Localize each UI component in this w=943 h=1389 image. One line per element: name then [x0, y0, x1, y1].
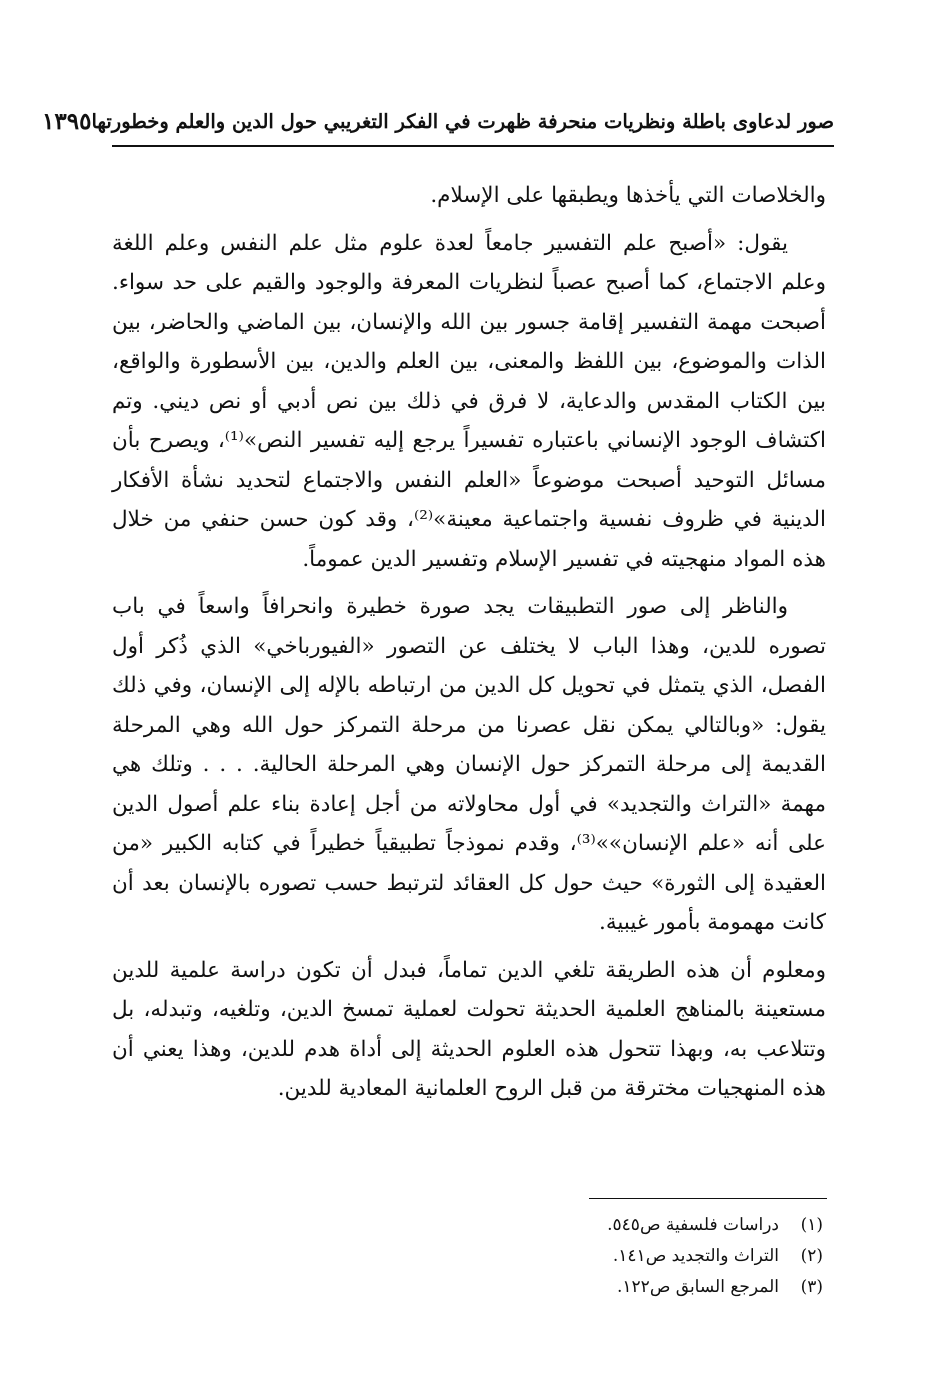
header-divider: [112, 145, 834, 147]
footnotes: [323, 1210, 823, 1303]
footnote-text: التراث والتجديد ص١٤١.: [612, 1246, 779, 1266]
footnote-item: [323, 1241, 823, 1272]
footnote-item: [323, 1210, 823, 1241]
footnote-divider: [589, 1198, 827, 1199]
body-text: [112, 176, 826, 1117]
paragraph: والخلاصات التي يأخذها ويطبقها على الإسلام.: [430, 183, 826, 208]
footnote-number: (٣): [800, 1277, 823, 1297]
footnote-text: دراسات فلسفية ص٥٤٥.: [607, 1215, 779, 1235]
footnote-number: (٢): [800, 1246, 823, 1266]
footnote-item: [323, 1272, 823, 1303]
footnote-text: المرجع السابق ص١٢٢.: [617, 1277, 779, 1297]
paragraph: ومعلوم أن هذه الطريقة تلغي الدين تماماً، فبدل أن تكون دراسة علمية للدين مستعينة بالمناهج العلمية الحديثة تحولت لعملية تمسخ الدين، وتلغيه، وتبدله، بل وتتلاعب به، وبهذا تتحول هذه العلوم الحديثة إلى أداة هدم للدين، وهذا يعني أن هذه المنهجيات مخترقة من قبل الروح العلمانية المعادية للدين.: [112, 957, 826, 1101]
footnote-number: (١): [800, 1215, 823, 1235]
page-header: [42, 108, 834, 135]
paragraph: يقول: «أصبح علم التفسير جامعاً لعدة علوم مثل علم النفس وعلم اللغة وعلم الاجتماع، كما أصبح عصباً لنظريات المعرفة والوجود والقيم على حد سواء. أصبحت مهمة التفسير إقامة جسور بين الله والإنسان، بين الماضي والحاضر، بين الذات والموضوع، بين اللفظ والمعنى، بين العلم والدين، بين الأسطورة والواقع، بين الكتاب المقدس والدعاية، لا فرق في ذلك بين نص أدبي أو نص ديني. وتم اكتشاف الوجود الإنساني باعتباره تفسيراً يرجع إليه تفسير النص»⁽¹⁾، ويصرح بأن مسائل التوحيد أصبحت موضوعاً «العلم النفس والاجتماع لتحديد نشأة الأفكار الدينية في ظروف نفسية واجتماعية معينة»⁽²⁾، وقد كون حسن حنفي من خلال هذه المواد منهجيته في تفسير الإسلام وتفسير الدين عموماً.: [112, 230, 827, 572]
page-number: ١٣٩٥: [42, 108, 92, 135]
running-title: صور لدعاوى باطلة ونظريات منحرفة ظهرت في الفكر التغريبي حول الدين والعلم وخطورتها: [91, 110, 834, 133]
paragraph: والناظر إلى صور التطبيقات يجد صورة خطيرة وانحرافاً واسعاً في باب تصوره للدين، وهذا الباب لا يختلف عن التصور «الفيورباخي» الذي ذُكر أول الفصل، الذي يتمثل في تحويل كل الدين من ارتباطه بالإله إلى الإنسان، وفي ذلك يقول: «وبالتالي يمكن نقل عصرنا من مرحلة التمركز حول الله وهي المرحلة القديمة إلى مرحلة التمركز حول الإنسان وهي المرحلة الحالية. . . . وتلك هي مهمة «التراث والتجديد» في أول محاولاته من أجل إعادة بناء علم أصول الدين على أنه «علم الإنسان»»⁽³⁾، وقدم نموذجاً تطبيقياً خطيراً في كتابه الكبير «من العقيدة إلى الثورة» حيث حول كل العقائد لترتبط حسب تصوره بالإنسان بعد أن كانت مهمومة بأمور غيبية.: [112, 594, 827, 935]
